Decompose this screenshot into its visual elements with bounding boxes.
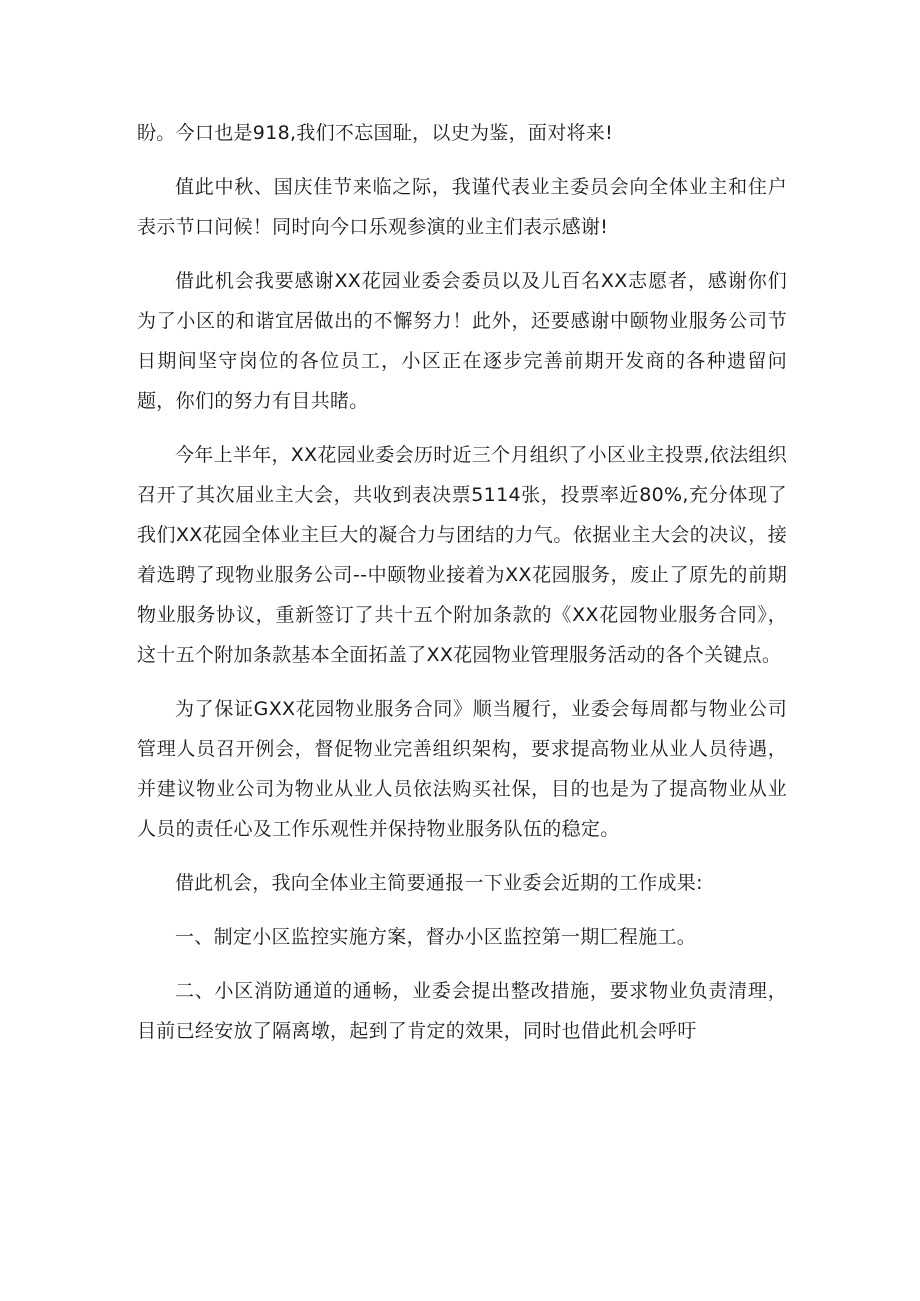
paragraph-1: 盼。今口也是918,我们不忘国耻，以史为鉴，面对将来! xyxy=(137,122,614,144)
paragraph-8: 二、小区消防通道的通畅，业委会提出整改措施，要求物业负责清理，目前已经安放了隔离墩，起到了肯定的效果，同时也借此机会呼吁 xyxy=(137,980,787,1042)
document-body xyxy=(137,113,787,1065)
paragraph-4: 今年上半年，XX花园业委会历时近三个月组织了小区业主投票,依法组织召开了其次届业主大会，共收到表决票5114张，投票率近80%,充分体现了我们XX花园全体业主巨大的凝合力与团结的力气。依据业主大会的决议，接着选聘了现物业服务公司--中颐物业接着为XX花园服务，废止了原先的前期物业服务协议，重新签订了共十五个附加条款的《XX花园物业服务合同》，这十五个附加条款基本全面拓盖了XX花园物业管理服务活动的各个关键点。 xyxy=(137,444,787,666)
paragraph-2: 值此中秋、国庆佳节来临之际，我谨代表业主委员会向全体业主和住户表示节口问候！同时向今口乐观参演的业主们表示感谢! xyxy=(137,176,787,238)
paragraph-5: 为了保证GXX花园物业服务合同》顺当履行，业委会每周都与物业公司管理人员召开例会，督促物业完善组织架构，要求提高物业从业人员待遇，并建议物业公司为物业从业人员依法购买社保，目的也是为了提高物业从业人员的责任心及工作乐观性并保持物业服务队伍的稳定。 xyxy=(137,698,787,840)
paragraph-7: 一、制定小区监控实施方案，督办小区监控第一期匚程施工。 xyxy=(175,926,697,948)
paragraph-3: 借此机会我要感谢XX花园业委会委员以及儿百名XX志愿者，感谢你们为了小区的和谐宜居做出的不懈努力！此外，还要感谢中颐物业服务公司节日期间坚守岗位的各位员工，小区正在逐步完善前期开发商的各种遗留问题，你们的努力有目共睹。 xyxy=(137,270,787,412)
paragraph-6: 借此机会，我向全体业主简要通报一下业委会近期的工作成果: xyxy=(175,872,703,894)
